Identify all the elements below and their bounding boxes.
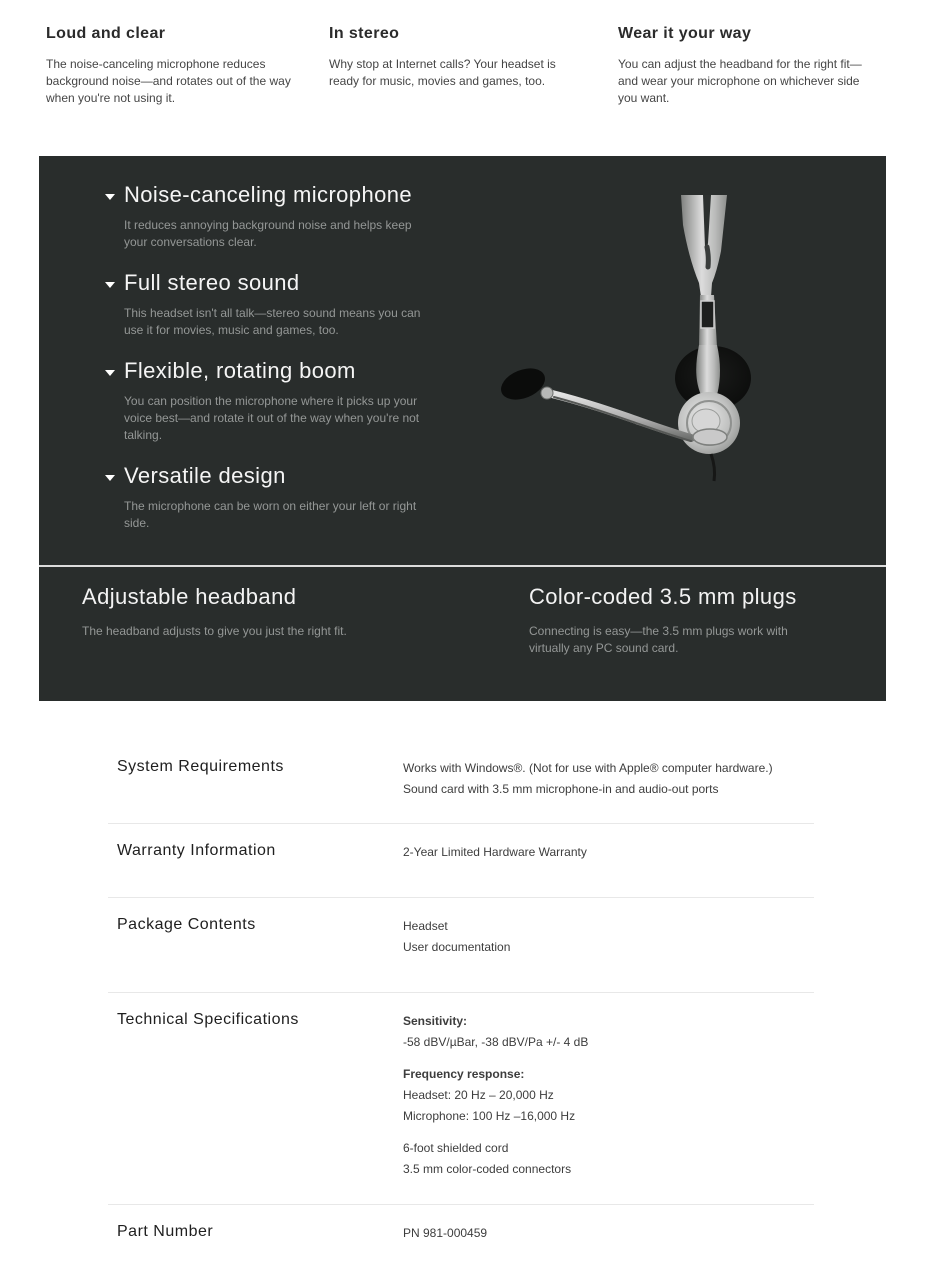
intro-section bbox=[0, 0, 925, 156]
spec-row-system-requirements bbox=[108, 740, 814, 824]
features-panel bbox=[39, 156, 886, 565]
feature-noise-canceling-microphone bbox=[105, 182, 465, 251]
spec-line: Microphone: 100 Hz –16,000 Hz bbox=[403, 1109, 576, 1123]
spec-line: 6-foot shielded cord bbox=[403, 1141, 509, 1155]
chevron-down-icon bbox=[105, 194, 115, 200]
feature-title: Flexible, rotating boom bbox=[124, 358, 356, 383]
intro-body: Why stop at Internet calls? Your headset is ready for music, movies and games, too. bbox=[329, 57, 556, 88]
feature-toggle[interactable] bbox=[105, 182, 465, 208]
feature-title: Versatile design bbox=[124, 463, 286, 488]
chevron-down-icon bbox=[105, 475, 115, 481]
highlight-title: Adjustable headband bbox=[82, 584, 297, 609]
intro-column-loud-and-clear bbox=[46, 25, 298, 156]
spec-row-warranty-information bbox=[108, 824, 814, 898]
highlights-panel bbox=[39, 565, 886, 701]
spec-row-technical-specifications bbox=[108, 993, 814, 1205]
spec-line: 2-Year Limited Hardware Warranty bbox=[403, 845, 587, 859]
chevron-down-icon bbox=[105, 370, 115, 376]
spec-label: Part Number bbox=[117, 1223, 214, 1240]
spec-value bbox=[403, 758, 814, 823]
spec-group-sensitivity bbox=[403, 1011, 814, 1053]
spec-line: Headset bbox=[403, 919, 448, 933]
spec-line: 3.5 mm color-coded connectors bbox=[403, 1162, 572, 1176]
highlight-color-coded-plugs bbox=[529, 584, 848, 701]
spec-value bbox=[403, 842, 814, 897]
specs-section bbox=[108, 740, 814, 1277]
intro-body: The noise-canceling microphone reduces background noise—and rotates out of the way when you're not using it. bbox=[46, 57, 291, 105]
spec-value bbox=[403, 1223, 814, 1277]
intro-column-in-stereo bbox=[329, 25, 564, 156]
feature-toggle[interactable] bbox=[105, 463, 465, 489]
feature-description: The microphone can be worn on either your left or right side. bbox=[124, 499, 417, 530]
spec-line: Sound card with 3.5 mm microphone-in and audio-out ports bbox=[403, 782, 719, 796]
spec-line: Headset: 20 Hz – 20,000 Hz bbox=[403, 1088, 554, 1102]
spec-label: System Requirements bbox=[117, 758, 284, 775]
intro-title: In stereo bbox=[329, 25, 400, 42]
highlight-description: The headband adjusts to give you just the right fit. bbox=[82, 624, 347, 638]
feature-versatile-design bbox=[105, 463, 465, 532]
chevron-down-icon bbox=[105, 282, 115, 288]
feature-description: You can position the microphone where it picks up your voice best—and rotate it out of the way when you're not talking. bbox=[124, 394, 420, 442]
headset-image bbox=[455, 185, 755, 485]
spec-subheading: Sensitivity: bbox=[403, 1014, 468, 1028]
features-accordion bbox=[105, 182, 465, 551]
feature-toggle[interactable] bbox=[105, 270, 465, 296]
feature-title: Noise-canceling microphone bbox=[124, 182, 412, 207]
spec-line: PN 981-000459 bbox=[403, 1226, 488, 1240]
spec-line: Works with Windows®. (Not for use with Apple® computer hardware.) bbox=[403, 761, 773, 775]
feature-toggle[interactable] bbox=[105, 358, 465, 384]
spec-label: Technical Specifications bbox=[117, 1011, 299, 1028]
feature-title: Full stereo sound bbox=[124, 270, 300, 295]
feature-full-stereo-sound bbox=[105, 270, 465, 339]
highlight-description: Connecting is easy—the 3.5 mm plugs work with virtually any PC sound card. bbox=[529, 624, 788, 655]
spec-group-frequency-response bbox=[403, 1064, 814, 1127]
spec-value bbox=[403, 1011, 814, 1204]
intro-body: You can adjust the headband for the right fit—and wear your microphone on whichever side you want. bbox=[618, 57, 862, 105]
spec-row-package-contents bbox=[108, 898, 814, 993]
spec-subheading: Frequency response: bbox=[403, 1067, 525, 1081]
spec-line: -58 dBV/µBar, -38 dBV/Pa +/- 4 dB bbox=[403, 1035, 589, 1049]
intro-title: Wear it your way bbox=[618, 25, 752, 42]
spec-group-cord-connectors bbox=[403, 1138, 814, 1180]
intro-column-wear-it-your-way bbox=[618, 25, 880, 156]
highlight-adjustable-headband bbox=[82, 584, 529, 701]
spec-label: Warranty Information bbox=[117, 842, 276, 859]
spec-line: User documentation bbox=[403, 940, 511, 954]
spec-row-part-number bbox=[108, 1205, 814, 1277]
highlight-title: Color-coded 3.5 mm plugs bbox=[529, 584, 797, 609]
intro-title: Loud and clear bbox=[46, 25, 166, 42]
spec-label: Package Contents bbox=[117, 916, 256, 933]
feature-description: This headset isn't all talk—stereo sound means you can use it for movies, music and games, too. bbox=[124, 306, 421, 337]
spec-value bbox=[403, 916, 814, 992]
feature-flexible-rotating-boom bbox=[105, 358, 465, 444]
feature-description: It reduces annoying background noise and helps keep your conversations clear. bbox=[124, 218, 412, 249]
